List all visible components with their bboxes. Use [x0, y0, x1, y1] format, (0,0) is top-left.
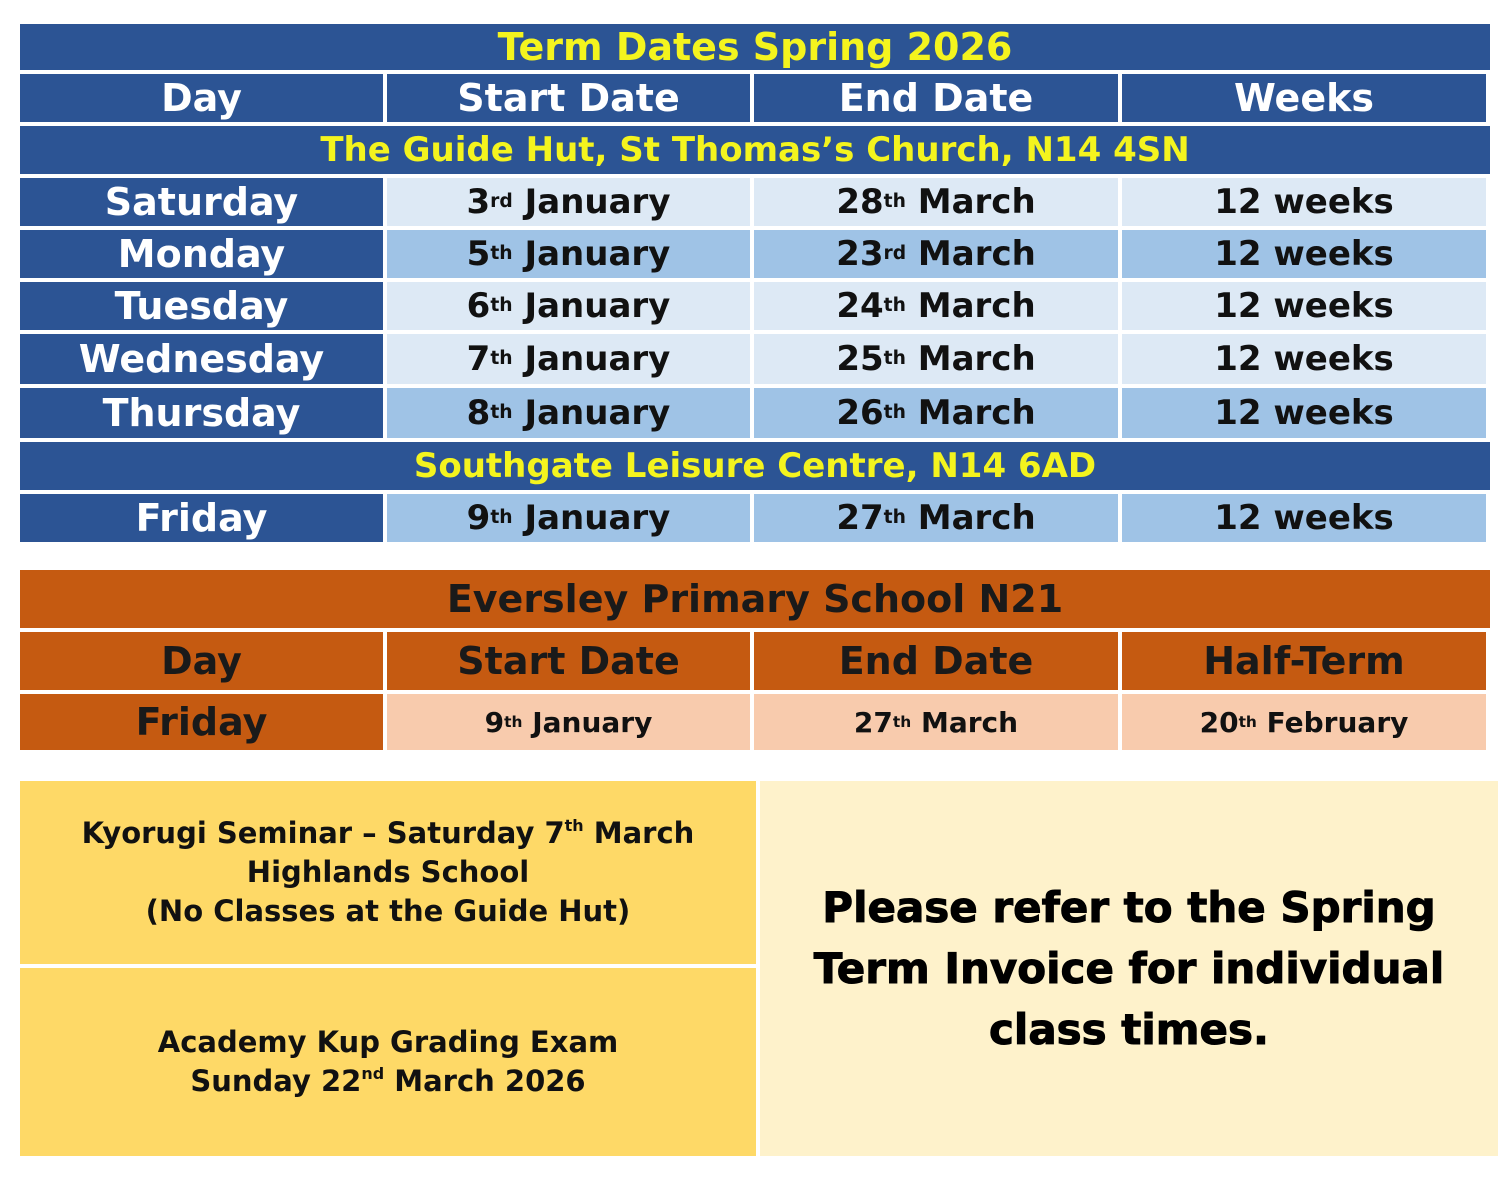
start-date-cell: 6 th January — [387, 282, 750, 330]
day-cell: Saturday — [20, 178, 383, 226]
eversley-table — [20, 570, 1490, 754]
end-date-cell: 28 th March — [754, 178, 1118, 226]
end-date-cell: 27 th March — [754, 694, 1118, 750]
start-date-cell: 5 th January — [387, 230, 750, 278]
header-day: Day — [20, 74, 383, 122]
start-date-cell: 9 th January — [387, 694, 750, 750]
table-row — [20, 230, 1490, 278]
info-section — [20, 781, 1498, 1156]
grading-title: Academy Kup Grading Exam — [157, 1025, 619, 1059]
header-end-date: End Date — [754, 632, 1118, 690]
half-term-cell: 20 th February — [1122, 694, 1486, 750]
grading-date: Sunday 22nd March 2026 — [190, 1064, 586, 1098]
grading-notice — [20, 968, 756, 1156]
invoice-note-panel — [760, 781, 1498, 1156]
end-date-cell: 27 th March — [754, 494, 1118, 542]
weeks-cell: 12 weeks — [1122, 494, 1486, 542]
spring-header-row — [20, 74, 1490, 122]
seminar-note: (No Classes at the Guide Hut) — [145, 894, 631, 928]
seminar-notice — [20, 781, 756, 964]
invoice-note: Please refer to the Spring Term Invoice for individual class times. — [813, 883, 1445, 1054]
day-cell: Friday — [20, 694, 383, 750]
events-panel — [20, 781, 756, 1156]
table-row — [20, 494, 1490, 542]
end-date-cell: 25 th March — [754, 334, 1118, 384]
table-row — [20, 282, 1490, 330]
weeks-cell: 12 weeks — [1122, 178, 1486, 226]
start-date-cell: 9 th January — [387, 494, 750, 542]
weeks-cell: 12 weeks — [1122, 388, 1486, 438]
end-date-cell: 26 th March — [754, 388, 1118, 438]
header-day: Day — [20, 632, 383, 690]
table-row — [20, 334, 1490, 384]
day-cell: Tuesday — [20, 282, 383, 330]
day-cell: Wednesday — [20, 334, 383, 384]
eversley-table-title: Eversley Primary School N21 — [20, 570, 1490, 628]
header-start-date: Start Date — [387, 632, 750, 690]
header-half-term: Half-Term — [1122, 632, 1486, 690]
seminar-location: Highlands School — [246, 855, 530, 889]
spring-table-title: Term Dates Spring 2026 — [20, 24, 1490, 70]
weeks-cell: 12 weeks — [1122, 282, 1486, 330]
day-cell: Monday — [20, 230, 383, 278]
day-cell: Friday — [20, 494, 383, 542]
end-date-cell: 24 th March — [754, 282, 1118, 330]
start-date-cell: 3 rd January — [387, 178, 750, 226]
header-weeks: Weeks — [1122, 74, 1486, 122]
seminar-title: Kyorugi Seminar – Saturday 7th March — [81, 816, 695, 850]
day-cell: Thursday — [20, 388, 383, 438]
venue-guide-hut: The Guide Hut, St Thomas’s Church, N14 4SN — [20, 126, 1490, 174]
spring-term-table — [20, 24, 1490, 546]
header-start-date: Start Date — [387, 74, 750, 122]
venue-southgate: Southgate Leisure Centre, N14 6AD — [20, 442, 1490, 490]
table-row — [20, 694, 1490, 750]
table-row — [20, 388, 1490, 438]
table-row — [20, 178, 1490, 226]
end-date-cell: 23 rd March — [754, 230, 1118, 278]
header-end-date: End Date — [754, 74, 1118, 122]
weeks-cell: 12 weeks — [1122, 230, 1486, 278]
start-date-cell: 8 th January — [387, 388, 750, 438]
eversley-header-row — [20, 632, 1490, 690]
weeks-cell: 12 weeks — [1122, 334, 1486, 384]
start-date-cell: 7 th January — [387, 334, 750, 384]
